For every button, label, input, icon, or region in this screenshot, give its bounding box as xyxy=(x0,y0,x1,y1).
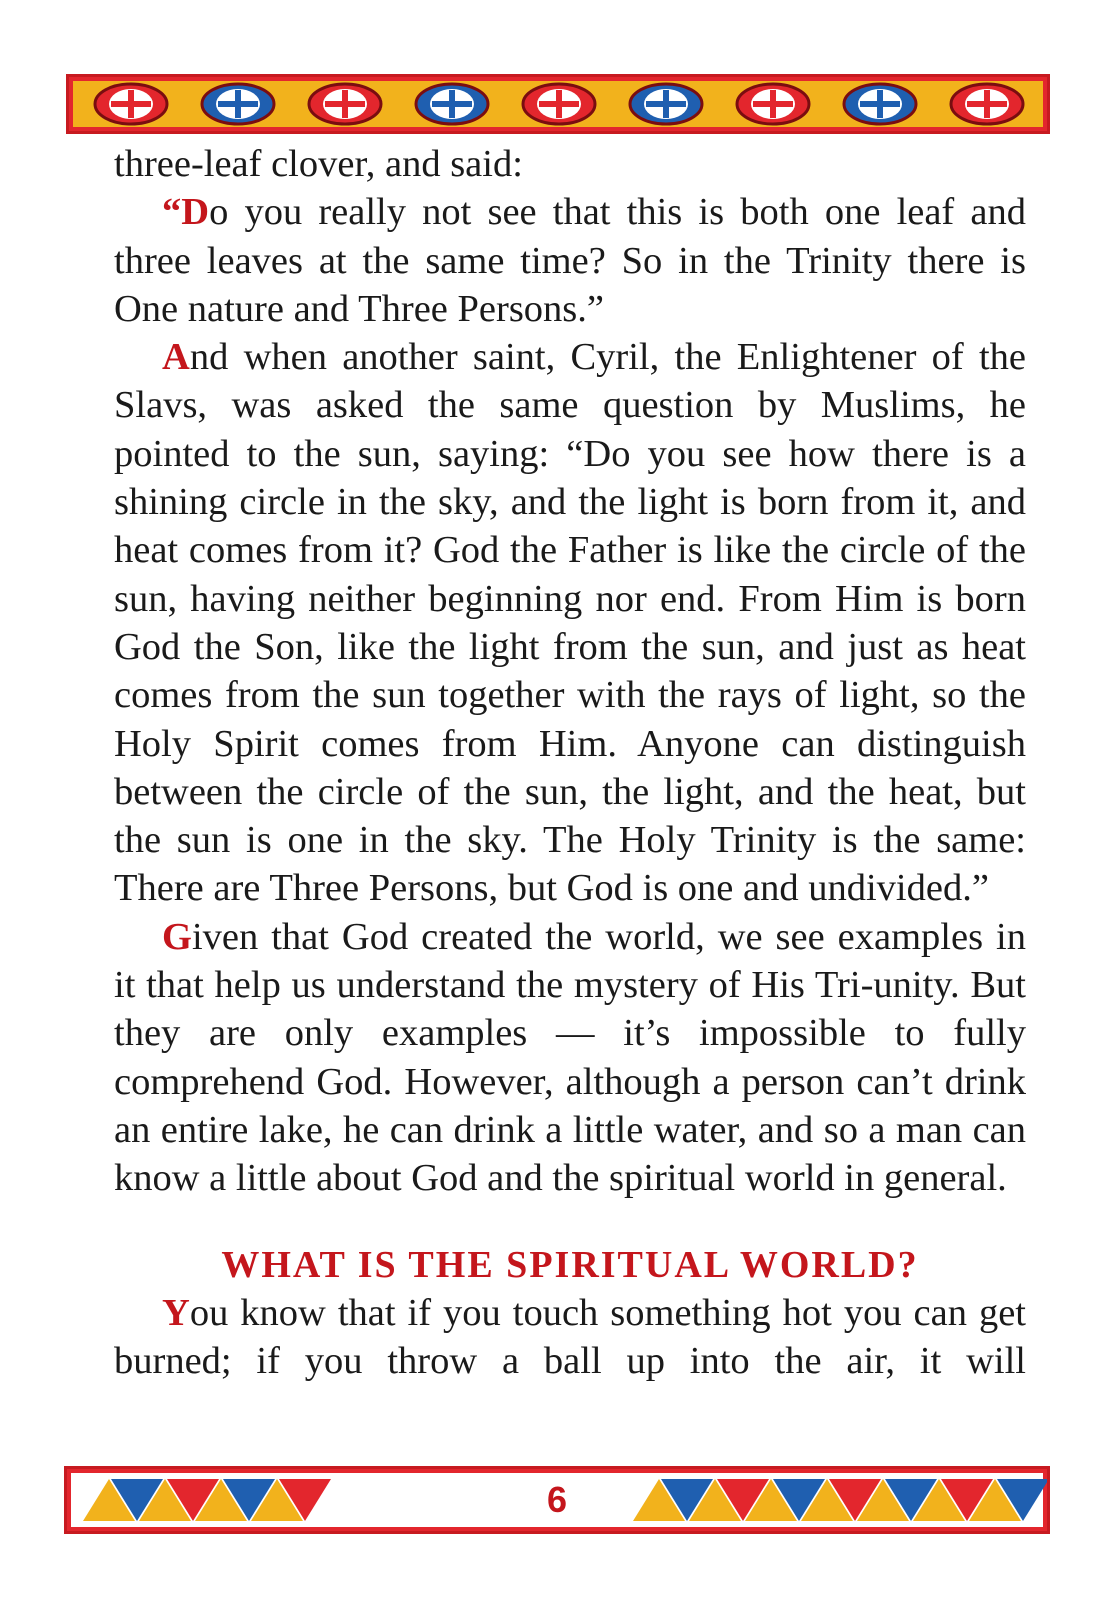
paragraph-text: o you really not see that this is both one leaf and three leaves at the same time? So in the Trinity there is One nature and Three Persons.” xyxy=(114,191,1026,330)
page-body xyxy=(114,140,1026,1385)
cross-medallion-ornament xyxy=(69,77,1047,131)
paragraph-text: nd when another saint, Cyril, the Enlightener of the Slavs, was asked the same question by Muslims, he pointed to the sun, saying: “Do you see how there is a shining circle in the sky, and the light is born from it, and heat comes from it? God the Father is like the circle of the sun, having neither beginning nor end. From Him is born God the Son, like the light from the sun, and just as heat comes from the sun together with the rays of light, so the Holy Spirit comes from Him. Anyone can distinguish between the circle of the sun, the light, and the heat, but the sun is one in the sky. The Holy Trinity is the same: There are Three Persons, but God is one and undivided.” xyxy=(114,336,1026,910)
drop-initial: G xyxy=(162,915,192,958)
paragraph-text: iven that God created the world, we see examples in it that help us understand the mystery of His Tri-unity. But they are only examples — it’s impossible to fully comprehend God. However, although a person can’t drink an entire lake, he can drink a little water, and so a man can know a little about God and the spiritual world in general. xyxy=(114,915,1026,1200)
top-ornamental-border xyxy=(66,74,1050,134)
drop-initial: Y xyxy=(162,1291,190,1334)
paragraph-text: three-leaf clover, and said: xyxy=(114,143,523,185)
drop-initial: A xyxy=(162,336,190,379)
paragraph-spiritual-world xyxy=(114,1289,1026,1386)
paragraph-clover-quote xyxy=(114,188,1026,333)
paragraph-continuation xyxy=(114,140,1026,188)
paragraph-cyril xyxy=(114,333,1026,913)
page-number: 6 xyxy=(546,1479,568,1520)
section-heading: WHAT IS THE SPIRITUAL WORLD? xyxy=(221,1243,919,1286)
drop-initial: “D xyxy=(162,191,210,234)
paragraph-text: ou know that if you touch something hot you can get burned; if you throw a ball up into the air, it will xyxy=(114,1291,1026,1382)
paragraph-examples xyxy=(114,913,1026,1203)
